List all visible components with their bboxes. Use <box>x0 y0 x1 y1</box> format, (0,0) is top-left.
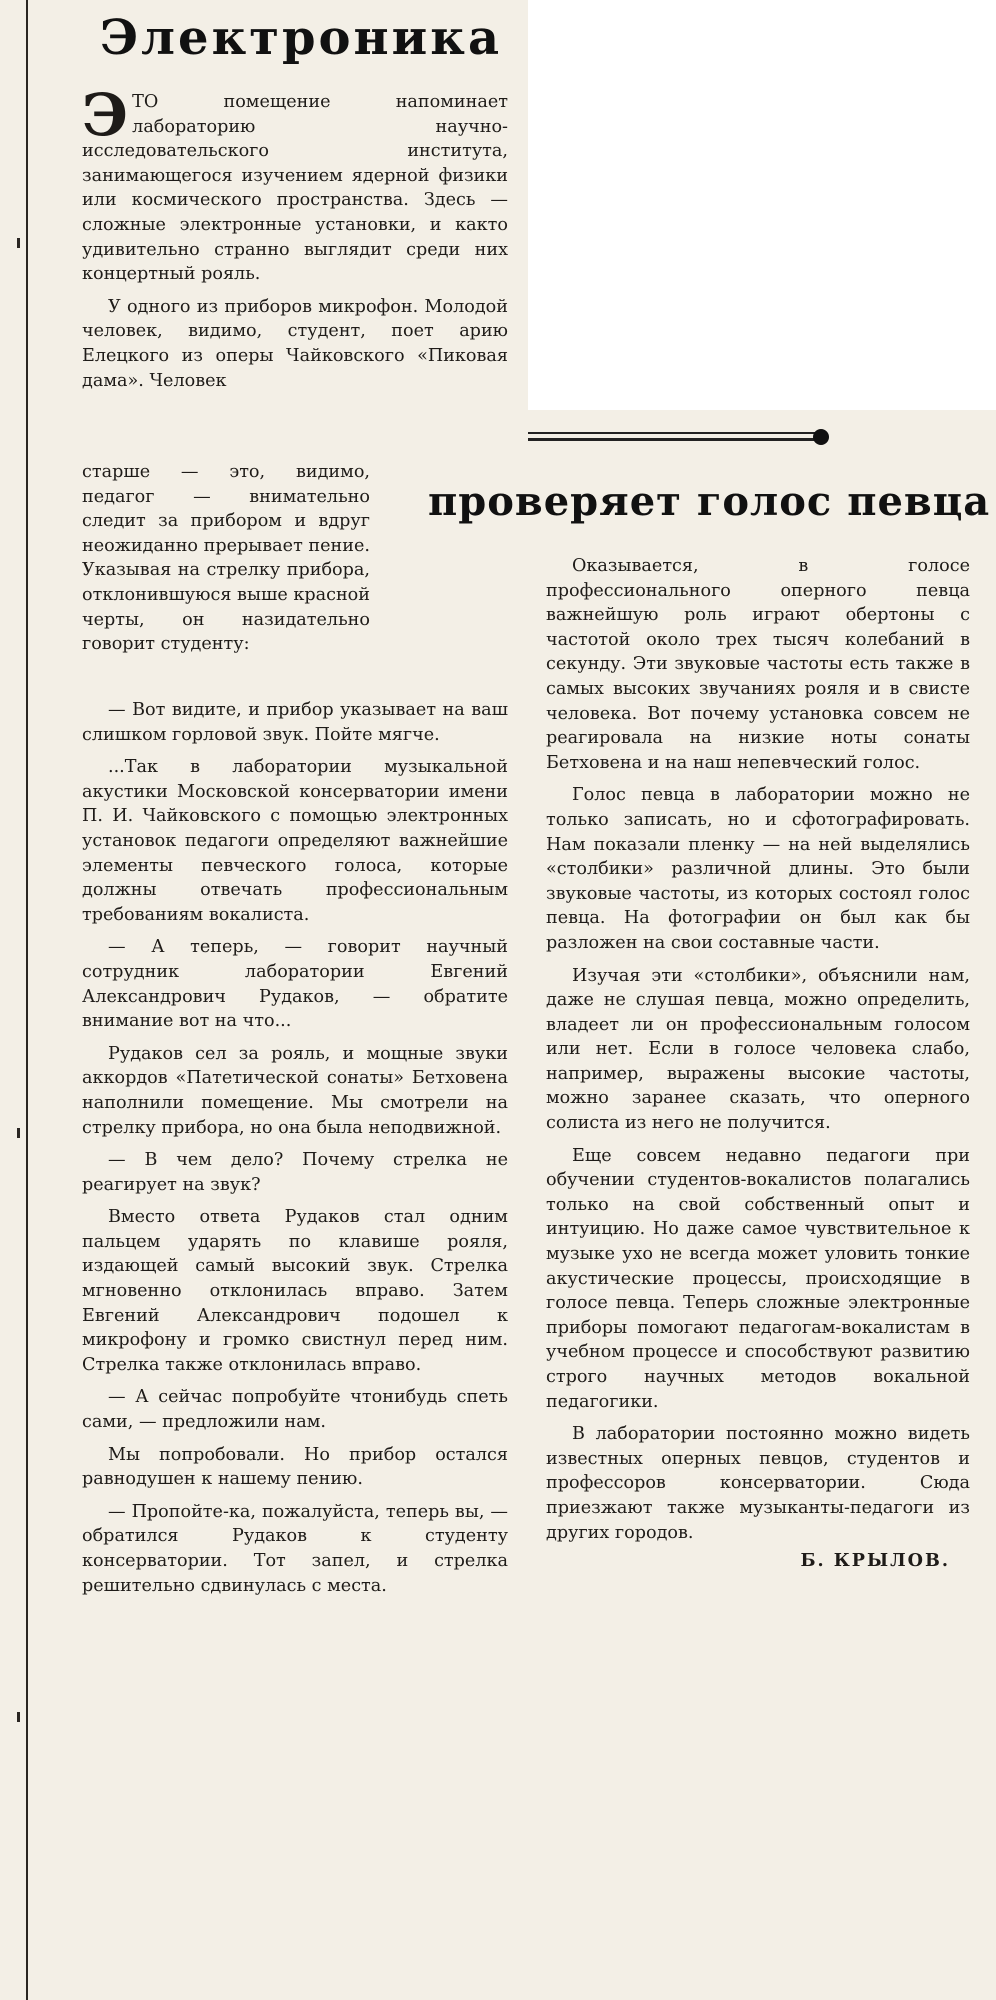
paragraph: старше — это, видимо, педагог — внимательно следит за прибором и вдруг неожиданно прерывает пение. Указывая на стрелку прибора, отклонившуюся выше красной черты, он назидательно говорит студенту: <box>82 462 370 655</box>
drop-cap: Э <box>82 81 129 149</box>
paragraph: Оказывается, в голосе профессионального оперного певца важнейшую роль играют обертоны с частотой около трех тысяч колебаний в секунду. Эти звуковые частоты есть также в самых высоких звучаниях рояля и в свисте человека. Вот почему установка совсем не реагировала на низкие ноты сонаты Бетховена и на наш непевческий голос. <box>546 556 970 773</box>
headline-bottom: проверяет голос певца <box>428 478 991 525</box>
margin-tick <box>17 238 20 248</box>
paragraph: — А теперь, — говорит научный сотрудник лаборатории Евгений Александрович Рудаков, — обратите внимание вот на что... <box>82 937 508 1032</box>
paragraph: Мы попробовали. Но прибор остался равнодушен к нашему пению. <box>82 1444 508 1490</box>
article-column-3 <box>82 698 508 1606</box>
article-column-4 <box>546 554 970 1574</box>
margin-tick <box>17 1712 20 1722</box>
paragraph: Вместо ответа Рудаков стал одним пальцем ударять по клавише рояля, издающей самый высокий звук. Стрелка мгновенно отклонилась вправо. Затем Евгений Александрович подошел к микрофону и громко свистнул перед ним. Стрелка также отклонилась вправо. <box>82 1207 508 1375</box>
paragraph: — Вот видите, и прибор указывает на ваш слишком горловой звук. Пойте мягче. <box>82 700 508 745</box>
paragraph: — В чем дело? Почему стрелка не реагирует на звук? <box>82 1150 508 1195</box>
decorative-rule <box>528 432 823 444</box>
paragraph: ...Так в лаборатории музыкальной акустики Московской консерватории имени П. И. Чайковского с помощью электронных установок педагоги определяют важнейшие элементы певческого голоса, которые должны отвечать профессиональным требованиям вокалиста. <box>82 757 508 925</box>
paragraph: В лаборатории постоянно можно видеть известных оперных певцов, студентов и профессоров консерватории. Сюда приезжают также музыканты-педагоги из других городов. <box>546 1424 970 1543</box>
paragraph: Изучая эти «столбики», объяснили нам, даже не слушая певца, можно определить, владеет ли он профессиональным голосом или нет. Если в голосе человека слабо, например, выражены высокие частоты, можно заранее сказать, что оперного солиста из него не получится. <box>546 965 970 1134</box>
column-rule <box>26 0 28 2000</box>
paragraph: Рудаков сел за рояль, и мощные звуки аккордов «Патетической сонаты» Бетховена наполнили помещение. Мы смотрели на стрелку прибора, но она была неподвижной. <box>82 1043 508 1138</box>
paragraph: У одного из приборов микрофон. Молодой человек, видимо, студент, поет арию Елецкого из оперы Чайковского «Пиковая дама». Человек <box>82 296 508 391</box>
article-column-2 <box>82 460 370 665</box>
paragraph: Еще совсем недавно педагоги при обучении студентов-вокалистов полагались только на свой собственный опыт и интуицию. Но даже самое чувствительное к музыке ухо не всегда может уловить тонкие акустические процессы, происходящие в голосе певца. Теперь сложные электронные приборы помогают педагогам-вокалистам в учебном процессе и способствуют развитию строго научных методов вокальной педагогики. <box>546 1145 970 1412</box>
author-signature: Б. КРЫЛОВ. <box>800 1550 950 1572</box>
paragraph: — Пропойте-ка, пожалуйста, теперь вы, — обратился Рудаков к студенту консерватории. Тот запел, и стрелка решительно сдвинулась с места. <box>82 1501 508 1596</box>
paragraph: ЭТО помещение напоминает лабораторию научно-исследовательского института, занимающегося изучением ядерной физики или космического пространства. Здесь — сложные электронные установки, и както удивительно странно выглядит среди них концертный рояль. <box>82 81 508 285</box>
article-column-1 <box>82 81 508 401</box>
paragraph: — А сейчас попробуйте чтонибудь спеть сами, — предложили нам. <box>82 1387 508 1433</box>
paragraph: Голос певца в лаборатории можно не только записать, но и сфотографировать. Нам показали пленку — на ней выделялись «столбики» различной длины. Это были звуковые частоты, из которых состоял голос певца. На фотографии он был как бы разложен на свои составные части. <box>546 785 970 953</box>
margin-tick <box>17 1128 20 1138</box>
headline-top: Электроника <box>100 10 503 66</box>
